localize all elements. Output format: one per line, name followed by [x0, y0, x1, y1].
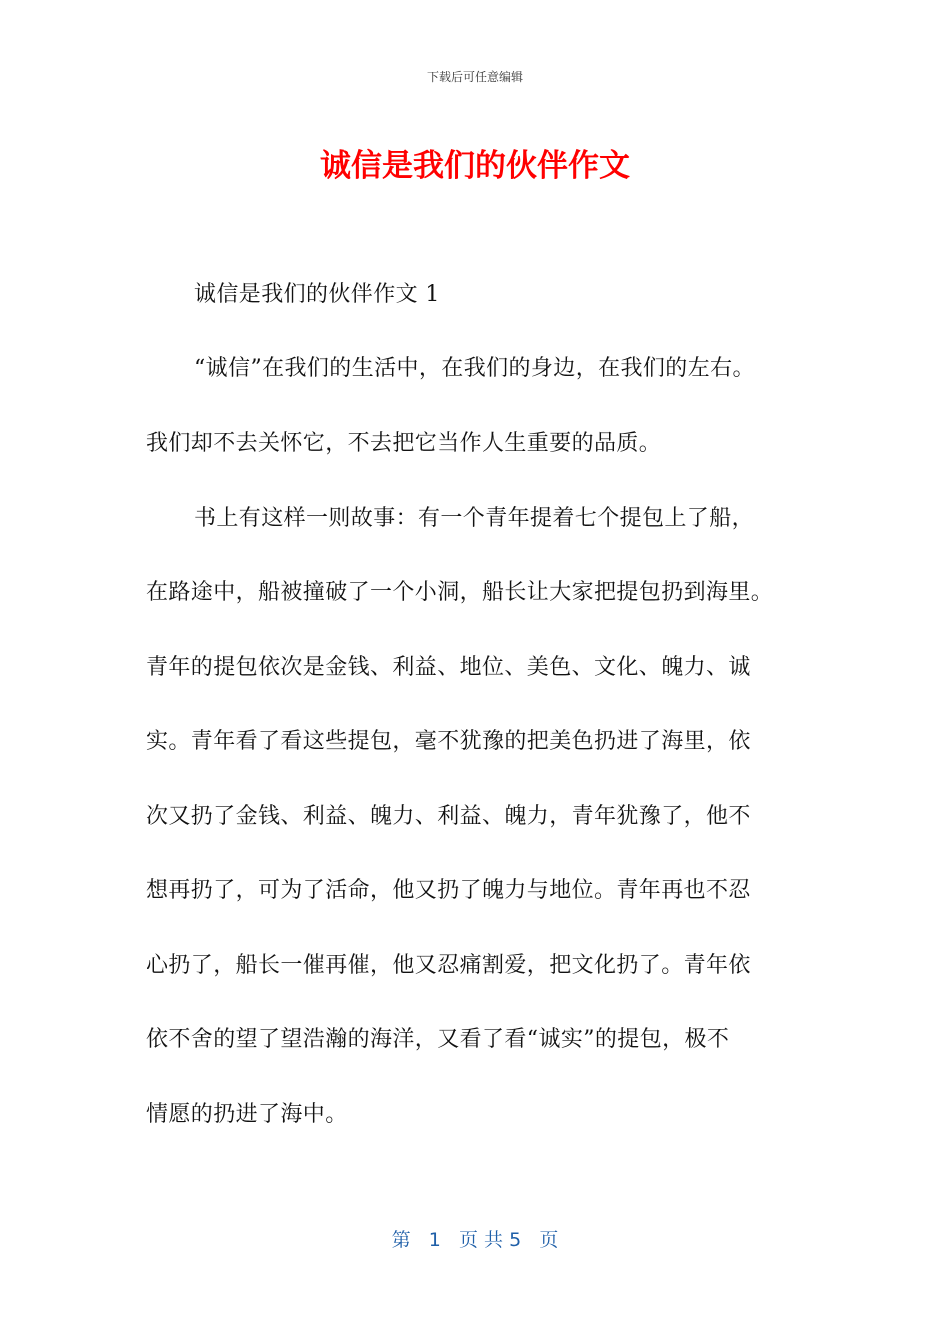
- paragraph-line: 心扔了，船长一催再催，他又忍痛割爱，把文化扔了。青年依: [146, 953, 751, 978]
- paragraph-line: 书上有这样一则故事：有一个青年提着七个提包上了船，: [194, 506, 755, 531]
- section-heading: 诚信是我们的伙伴作文 1: [194, 282, 440, 307]
- paragraph-line: 情愿的扔进了海中。: [146, 1102, 348, 1127]
- footer-page-word: 第: [391, 1229, 411, 1251]
- paragraph-line: 次又扔了金钱、利益、魄力、利益、魄力，青年犹豫了，他不: [146, 804, 751, 829]
- document-title: 诚信是我们的伙伴作文: [320, 148, 630, 184]
- paragraph-line: 想再扔了，可为了活命，他又扔了魄力与地位。青年再也不忍: [146, 878, 751, 903]
- footer-mid-text: 页 共: [459, 1229, 504, 1251]
- paragraph-line: 在路途中，船被撞破了一个小洞，船长让大家把提包扔到海里。: [146, 580, 774, 605]
- paragraph-line: “诚信”在我们的生活中，在我们的身边，在我们的左右。: [194, 356, 755, 381]
- paragraph-line: 我们却不去关怀它，不去把它当作人生重要的品质。: [146, 431, 662, 456]
- paragraph-line: 青年的提包依次是金钱、利益、地位、美色、文化、魄力、诚: [146, 655, 751, 680]
- header-note: 下载后可任意编辑: [426, 70, 523, 84]
- page-footer: [0, 1225, 950, 1252]
- paragraph-line: 实。青年看了看这些提包，毫不犹豫的把美色扔进了海里，依: [146, 729, 751, 754]
- footer-current-page: 1: [428, 1229, 441, 1251]
- paragraph-line: 依不舍的望了望浩瀚的海洋，又看了看“诚实”的提包，极不: [146, 1027, 730, 1052]
- footer-end-text: 页: [539, 1229, 559, 1251]
- footer-total-pages: 5: [509, 1229, 522, 1251]
